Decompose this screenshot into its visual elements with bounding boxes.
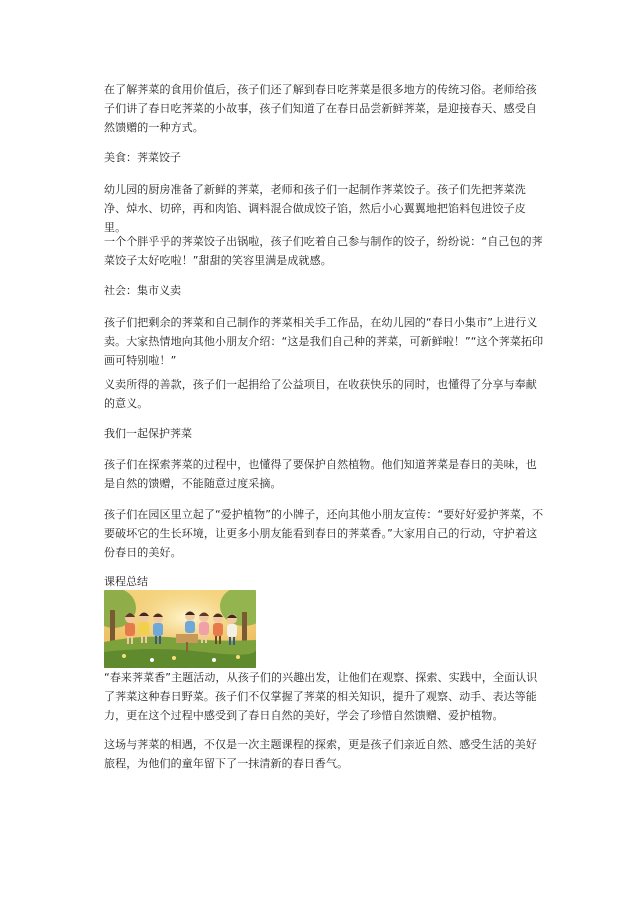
paragraph-market: 孩子们把剩余的荠菜和自己制作的荠菜相关手工作品，在幼儿园的“春日小集市”上进行义卖。大家热情地向其他小朋友介绍：“这是我们自己种的荠菜，可新鲜啦！”“这个荠菜拓印画可特别啦！” [104,316,544,367]
paragraph-donation: 义卖所得的善款，孩子们一起捐给了公益项目，在收获快乐的同时，也懂得了分享与奉献的意义。 [104,378,537,410]
paragraph-food-eating: 一个个胖乎乎的荠菜饺子出锅啦，孩子们吃着自己参与制作的饺子，纷纷说：“自己包的荠菜饺子太好吃啦！”甜甜的笑容里满是成就感。 [104,235,543,267]
heading-summary: 课程总结 [104,575,148,588]
paragraph-closing: 这场与荠菜的相遇，不仅是一次主题课程的探索，更是孩子们亲近自然、感受生活的美好旅程，为他们的童年留下了一抹清新的春日香气。 [104,738,537,770]
heading-society: 社会：集市义卖 [104,284,181,297]
paragraph-intro: 在了解荠菜的食用价值后，孩子们还了解到春日吃荠菜是很多地方的传统习俗。老师给孩子们讲了春日吃荠菜的小故事，孩子们知道了在春日品尝新鲜荠菜，是迎接春天、感受自然馈赠的一种方式。 [104,83,537,134]
heading-protect: 我们一起保护荠菜 [104,427,192,440]
heading-food: 美食：荠菜饺子 [104,151,181,164]
children-garden-illustration [104,590,256,668]
paragraph-food-making: 幼儿园的厨房准备了新鲜的荠菜，老师和孩子们一起制作荠菜饺子。孩子们先把荠菜洗净、焯水、切碎，再和肉馅、调料混合做成饺子馅，然后小心翼翼地把馅料包进饺子皮里。 [104,183,526,234]
paragraph-protect-nature: 孩子们在探索荠菜的过程中，也懂得了要保护自然植物。他们知道荠菜是春日的美味，也是自然的馈赠，不能随意过度采摘。 [104,458,537,490]
paragraph-summary: “春来荠菜香”主题活动，从孩子们的兴趣出发，让他们在观察、探索、实践中，全面认识了荠菜这种春日野菜。孩子们不仅掌握了荠菜的相关知识，提升了观察、动手、表达等能力，更在这个过程中感受到了春日自然的美好，学会了珍惜自然馈赠、爱护植物。 [104,671,538,722]
paragraph-protect-sign: 孩子们在园区里立起了“爱护植物”的小牌子，还向其他小朋友宣传：“要好好爱护荠菜，不要破坏它的生长环境，让更多小朋友能看到春日的荠菜香。”大家用自己的行动，守护着这份春日的美好。 [104,508,544,559]
